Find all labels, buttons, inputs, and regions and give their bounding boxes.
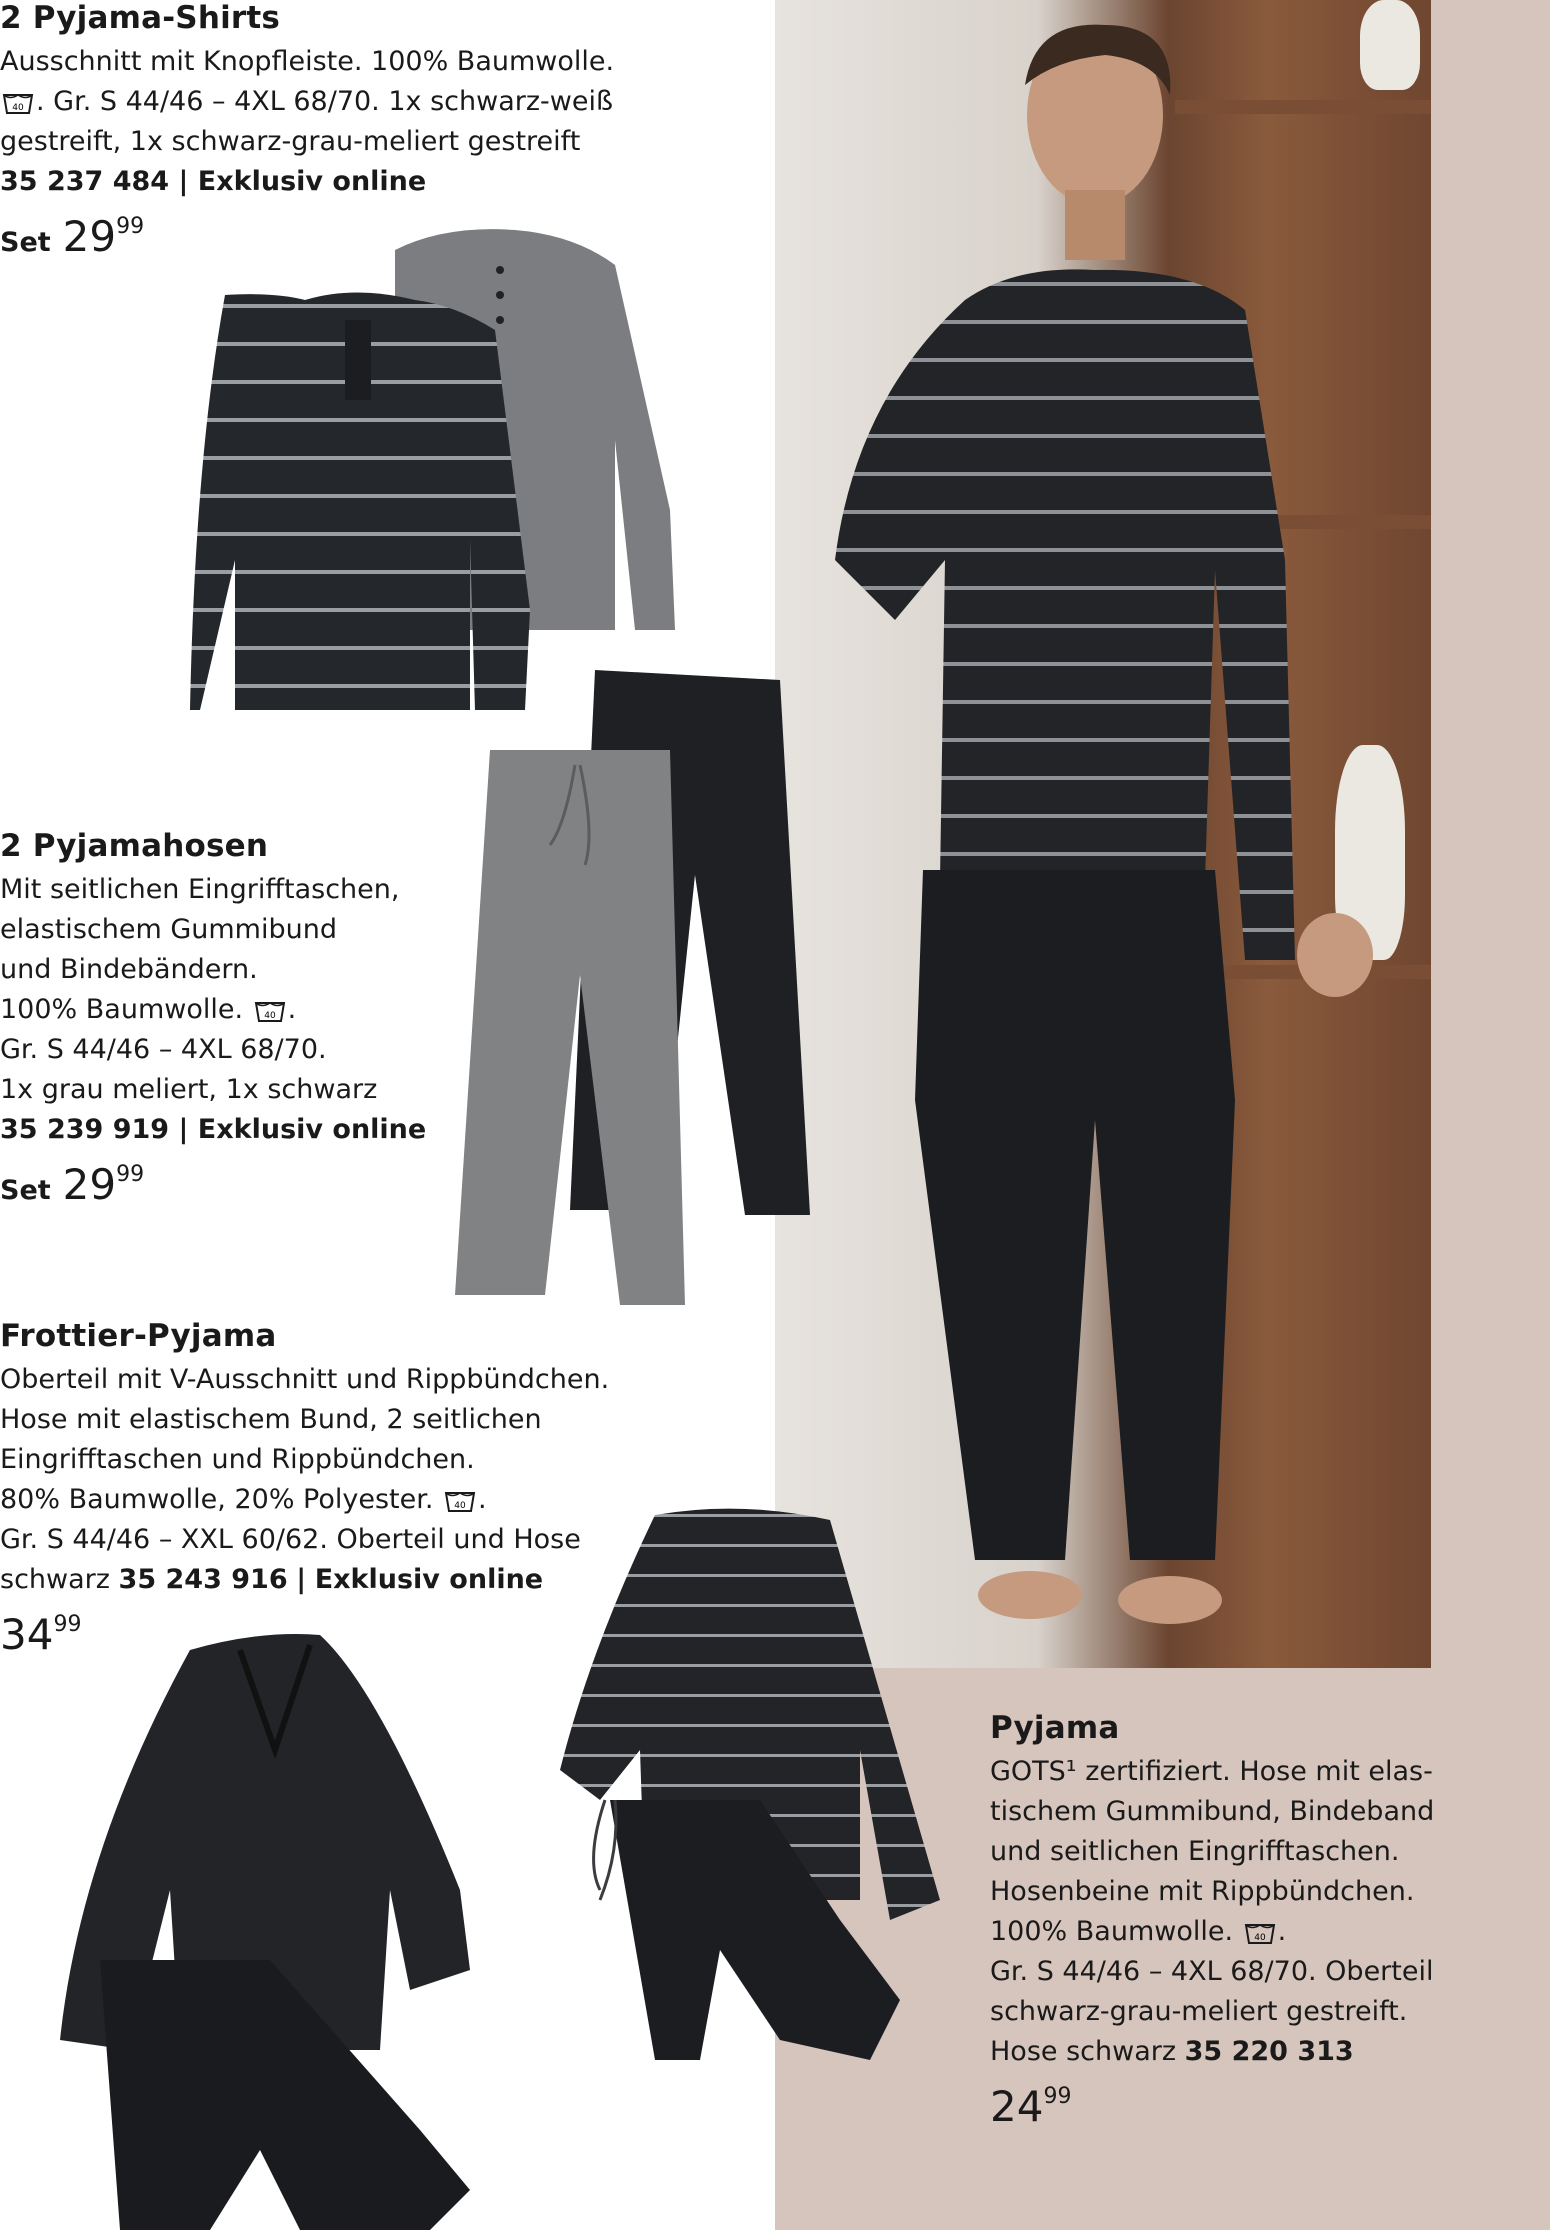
description-line: Ausschnitt mit Knopfleiste. 100% Baumwolle. [0,46,615,77]
description-line: Gr. S 44/46 – 4XL 68/70. [0,1034,327,1065]
wash-40-icon [254,999,286,1023]
svg-text:40: 40 [263,1010,276,1021]
svg-text:40: 40 [12,102,24,113]
svg-text:40: 40 [1253,1932,1266,1943]
frottier-pants [100,1960,470,2230]
price-cent: 99 [53,1612,82,1637]
product-title: Pyjama [990,1710,1120,1746]
grey-pants [455,750,685,1305]
price-cent: 99 [116,1162,145,1187]
separator: | [296,1564,307,1595]
description-line: gestreift, 1x schwarz-grau-meliert gestreift [0,126,581,157]
svg-text:40: 40 [454,1500,466,1511]
description-line: Gr. S 44/46 – 4XL 68/70. Oberteil [990,1956,1434,1987]
description-line: und Bindebändern. [0,954,258,985]
article-number: 35 220 313 [1184,2036,1354,2067]
description-line [0,990,460,1030]
set-label: Set [0,1175,51,1206]
price-euro: 34 [0,1610,54,1659]
description-text: . Gr. S 44/46 – 4XL 68/70. 1x schwarz-weiß [36,86,613,117]
description-line [990,2032,1530,2072]
description-line: Mit seitlichen Eingrifftaschen, [0,874,400,905]
description-text: 100% Baumwolle. [0,994,244,1025]
online-badge: Exklusiv online [197,1114,427,1145]
product-title: 2 Pyjamahosen [0,828,269,864]
price [990,2082,1530,2131]
shirts-product-image [185,210,685,720]
article-number: 35 237 484 [0,166,170,197]
model-photo [775,0,1431,1668]
description-line: schwarz-grau-meliert gestreift. [990,1996,1408,2027]
description-text: 100% Baumwolle. [990,1916,1234,1947]
description-line [990,1912,1530,1952]
separator: | [178,1114,189,1145]
description-line: 1x grau meliert, 1x schwarz [0,1074,378,1105]
price-cent: 99 [1043,2084,1072,2109]
product-pants [0,828,460,1209]
article-number: 35 243 916 [118,1564,288,1595]
price-cent: 99 [116,214,145,239]
model-figure [775,0,1431,1668]
pyjama-product-image [560,1500,950,2060]
product-title: Frottier-Pyjama [0,1318,277,1354]
frottier-product-image [60,1630,480,2230]
description-line [0,82,700,122]
description-line: und seitlichen Eingrifftaschen. [990,1836,1400,1867]
product-title: 2 Pyjama-Shirts [0,0,281,36]
description-line: Gr. S 44/46 – XXL 60/62. Oberteil und Hose [0,1524,581,1555]
article-code-line [0,1110,460,1150]
price-euro: 24 [990,2082,1044,2131]
description-line: Hose mit elastischem Bund, 2 seitlichen [0,1404,542,1435]
description-line: Hosenbeine mit Rippbündchen. [990,1876,1415,1907]
price [0,1160,460,1209]
wash-40-icon [444,1489,476,1513]
wash-40-icon [1244,1921,1276,1945]
description-line: elastischem Gummibund [0,914,337,945]
set-label: Set [0,227,51,258]
wash-40-icon [2,91,34,115]
article-number: 35 239 919 [0,1114,170,1145]
description-text: schwarz [0,1564,110,1595]
online-badge: Exklusiv online [197,166,427,197]
description-text: . [1277,1916,1287,1947]
price-euro: 29 [62,1160,117,1209]
price-euro: 29 [62,212,117,261]
description-text: 80% Baumwolle, 20% Polyester. [0,1484,434,1515]
separator: | [178,166,189,197]
description-line: tischem Gummibund, Bindeband [990,1796,1435,1827]
description-text: Hose schwarz [990,2036,1177,2067]
description-line: Oberteil mit V-Ausschnitt und Rippbündchen. [0,1364,610,1395]
online-badge: Exklusiv online [314,1564,544,1595]
pants-product-image [445,665,825,1305]
description-line: Eingrifftaschen und Rippbündchen. [0,1444,475,1475]
description-text: . [287,994,297,1025]
article-code-line [0,162,700,202]
description-line: GOTS¹ zertifiziert. Hose mit elas- [990,1756,1433,1787]
product-pyjama [990,1710,1530,2131]
description-text: . [478,1484,487,1515]
